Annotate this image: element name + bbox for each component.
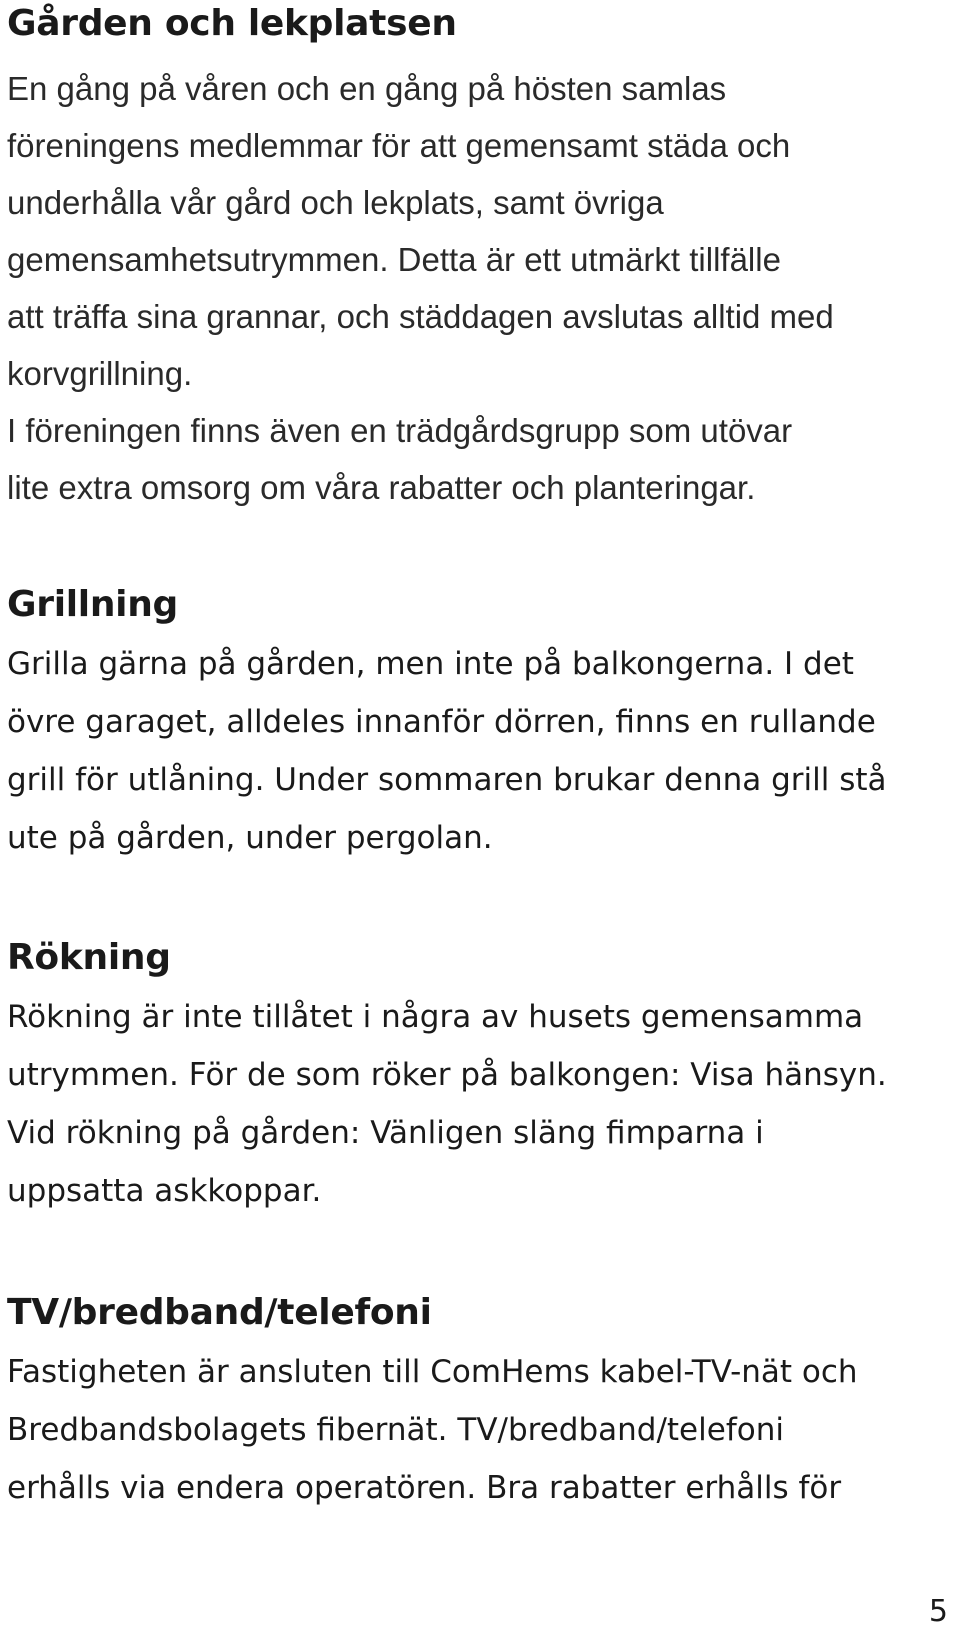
- text-line: korvgrillning.: [7, 355, 193, 392]
- text-line: Fastigheten är ansluten till ComHems kabel-TV-nät och: [7, 1354, 858, 1390]
- section-body: [7, 635, 957, 867]
- page-number: 5: [928, 1594, 948, 1629]
- section-smoking: [7, 938, 957, 1220]
- text-line: Bredbandsbolagets fibernät. TV/bredband/telefoni: [7, 1412, 784, 1448]
- text-line: att träffa sina grannar, och städdagen avslutas alltid med: [7, 298, 834, 335]
- section-heading: Grillning: [7, 584, 178, 625]
- text-line: Vid rökning på gården: Vänligen släng fimparna i: [7, 1115, 764, 1151]
- text-line: erhålls via endera operatören. Bra rabatter erhålls för: [7, 1470, 842, 1506]
- section-heading: Rökning: [7, 937, 171, 978]
- section-body: [7, 60, 957, 516]
- section-tv-broadband: [7, 1293, 957, 1517]
- text-line: Rökning är inte tillåtet i några av husets gemensamma: [7, 999, 864, 1035]
- text-line: ute på gården, under pergolan.: [7, 820, 493, 856]
- text-line: övre garaget, alldeles innanför dörren, finns en rullande: [7, 704, 876, 740]
- section-garden: [7, 4, 957, 516]
- text-line: grill för utlåning. Under sommaren brukar denna grill stå: [7, 762, 887, 798]
- text-line: föreningens medlemmar för att gemensamt städa och: [7, 127, 791, 164]
- text-line: gemensamhetsutrymmen. Detta är ett utmärkt tillfälle: [7, 241, 781, 278]
- section-body: [7, 1343, 957, 1517]
- section-body: [7, 988, 957, 1220]
- section-heading: TV/bredband/telefoni: [7, 1292, 432, 1333]
- text-line: Grilla gärna på gården, men inte på balkongerna. I det: [7, 646, 854, 682]
- text-line: lite extra omsorg om våra rabatter och planteringar.: [7, 469, 756, 506]
- section-grilling: [7, 585, 957, 867]
- text-line: I föreningen finns även en trädgårdsgrupp som utövar: [7, 412, 793, 449]
- text-line: utrymmen. För de som röker på balkongen: Visa hänsyn.: [7, 1057, 887, 1093]
- section-heading: Gården och lekplatsen: [7, 3, 457, 44]
- text-line: uppsatta askkoppar.: [7, 1173, 322, 1209]
- text-line: En gång på våren och en gång på hösten samlas: [7, 70, 727, 107]
- text-line: underhålla vår gård och lekplats, samt övriga: [7, 184, 664, 221]
